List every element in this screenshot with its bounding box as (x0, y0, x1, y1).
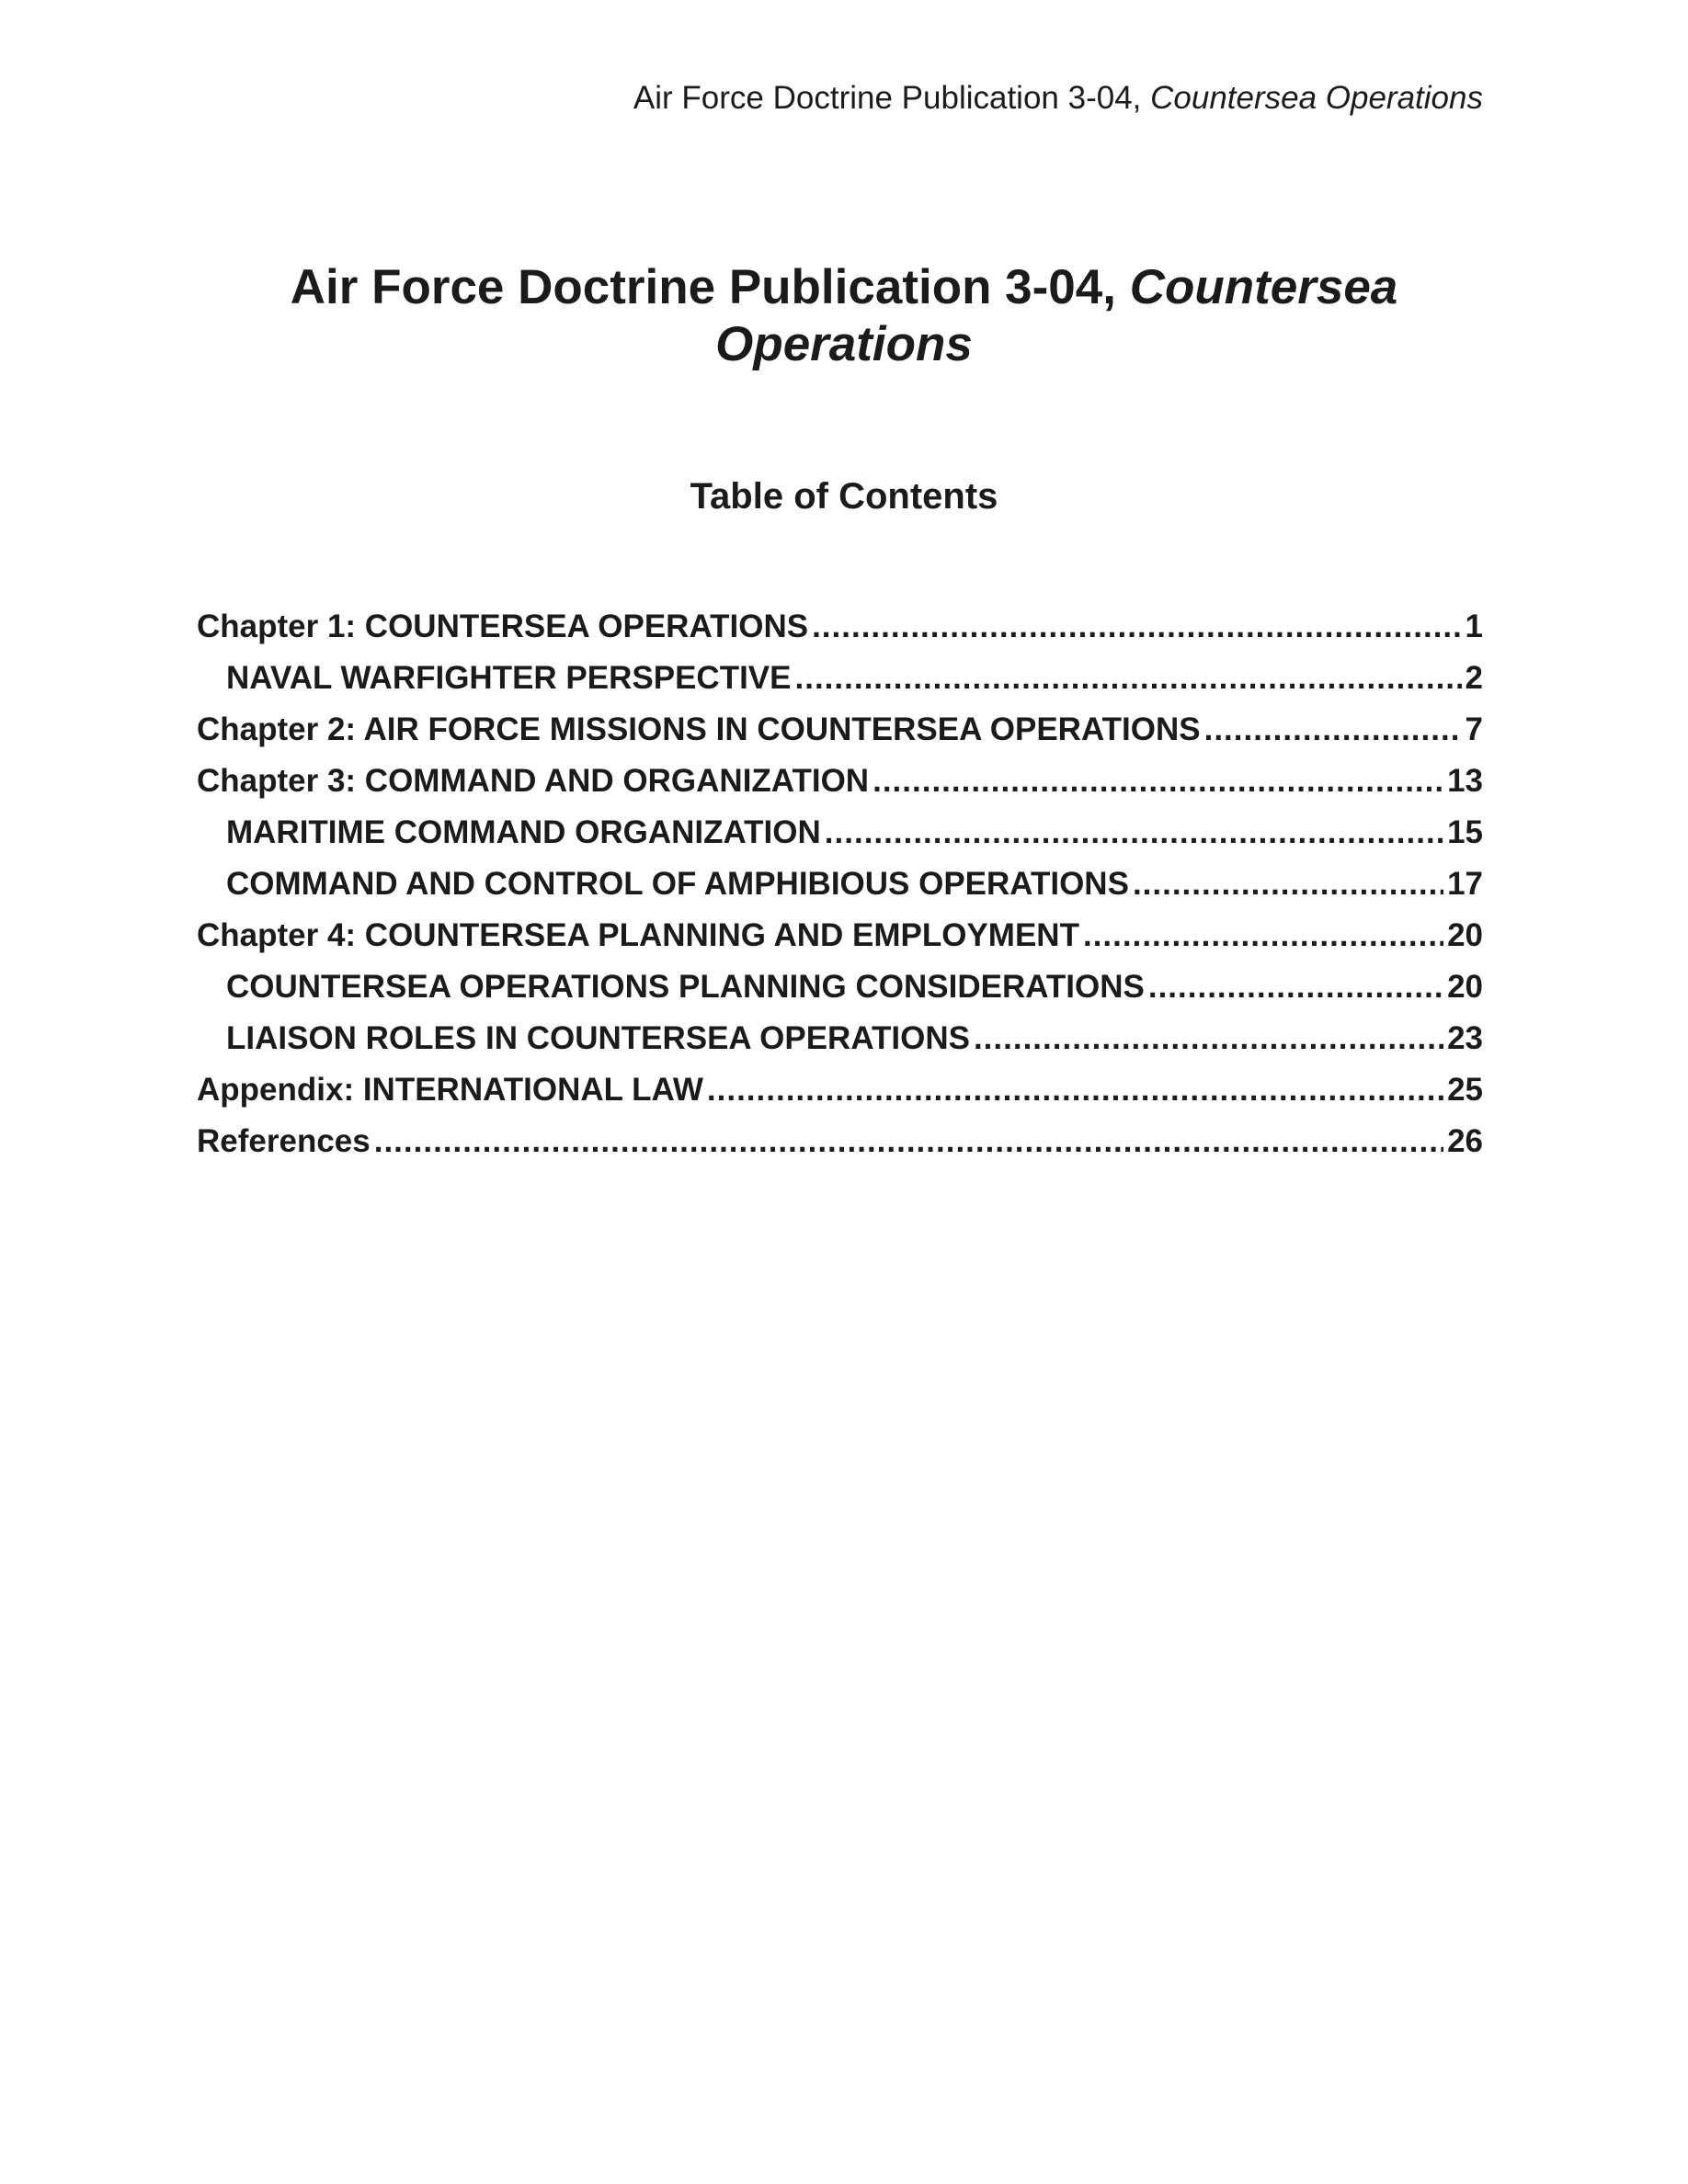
toc-entry[interactable] (197, 711, 1483, 763)
toc-dot-leader (873, 763, 1443, 800)
toc-entry-page: 20 (1447, 969, 1483, 1005)
toc-dot-leader (1148, 969, 1443, 1006)
toc-dot-leader (374, 1123, 1443, 1160)
document-title (0, 259, 1688, 373)
toc-entry-page: 13 (1447, 763, 1483, 799)
toc-dot-leader (825, 814, 1443, 851)
toc-entry-label: COUNTERSEA OPERATIONS PLANNING CONSIDERATIONS (226, 969, 1145, 1005)
toc-entry-label: LIAISON ROLES IN COUNTERSEA OPERATIONS (226, 1020, 970, 1056)
table-of-contents (197, 609, 1483, 1175)
toc-entry-page: 15 (1447, 814, 1483, 850)
toc-subentry[interactable] (197, 660, 1483, 711)
toc-entry-page: 7 (1465, 711, 1483, 747)
toc-entry-page: 1 (1465, 609, 1483, 644)
toc-subentry[interactable] (197, 969, 1483, 1020)
document-title-line-2: Operations (715, 317, 973, 371)
toc-entry[interactable] (197, 1123, 1483, 1175)
running-header-text: Air Force Doctrine Publication 3-04, (633, 80, 1151, 116)
toc-entry-page: 20 (1447, 917, 1483, 953)
toc-entry-label: NAVAL WARFIGHTER PERSPECTIVE (226, 660, 792, 696)
toc-entry-page: 26 (1447, 1123, 1483, 1159)
toc-entry-label: Chapter 1: COUNTERSEA OPERATIONS (197, 609, 809, 644)
toc-dot-leader (974, 1020, 1443, 1057)
toc-entry-label: Chapter 4: COUNTERSEA PLANNING AND EMPLOYMENT (197, 917, 1079, 953)
running-header (633, 75, 1483, 121)
toc-entry[interactable] (197, 917, 1483, 969)
toc-subentry[interactable] (197, 866, 1483, 917)
toc-entry-page: 2 (1465, 660, 1483, 696)
document-title-line-1 (0, 259, 1688, 316)
toc-dot-leader (1133, 866, 1443, 903)
toc-dot-leader (812, 609, 1461, 645)
toc-entry[interactable] (197, 1072, 1483, 1123)
toc-dot-leader (707, 1072, 1443, 1109)
toc-subentry[interactable] (197, 1020, 1483, 1072)
toc-entry-label: Chapter 3: COMMAND AND ORGANIZATION (197, 763, 870, 799)
toc-heading: Table of Contents (690, 476, 998, 517)
toc-entry-page: 17 (1447, 866, 1483, 902)
toc-dot-leader (1204, 711, 1462, 748)
toc-entry-label: COMMAND AND CONTROL OF AMPHIBIOUS OPERATIONS (226, 866, 1129, 902)
toc-entry-page: 23 (1447, 1020, 1483, 1056)
toc-subentry[interactable] (197, 814, 1483, 866)
toc-dot-leader (795, 660, 1462, 697)
document-title-italic-text: Countersea (1129, 260, 1398, 314)
toc-entry-label: MARITIME COMMAND ORGANIZATION (226, 814, 821, 850)
toc-entry-label: References (197, 1123, 371, 1159)
document-title-text: Air Force Doctrine Publication 3-04, (290, 260, 1130, 314)
toc-entry-page: 25 (1447, 1072, 1483, 1108)
toc-entry-label: Appendix: INTERNATIONAL LAW (197, 1072, 703, 1108)
toc-entry[interactable] (197, 609, 1483, 660)
toc-entry-label: Chapter 2: AIR FORCE MISSIONS IN COUNTERSEA OPERATIONS (197, 711, 1201, 747)
running-header-italic-text: Countersea Operations (1150, 80, 1483, 116)
toc-entry[interactable] (197, 763, 1483, 814)
toc-dot-leader (1083, 917, 1443, 954)
